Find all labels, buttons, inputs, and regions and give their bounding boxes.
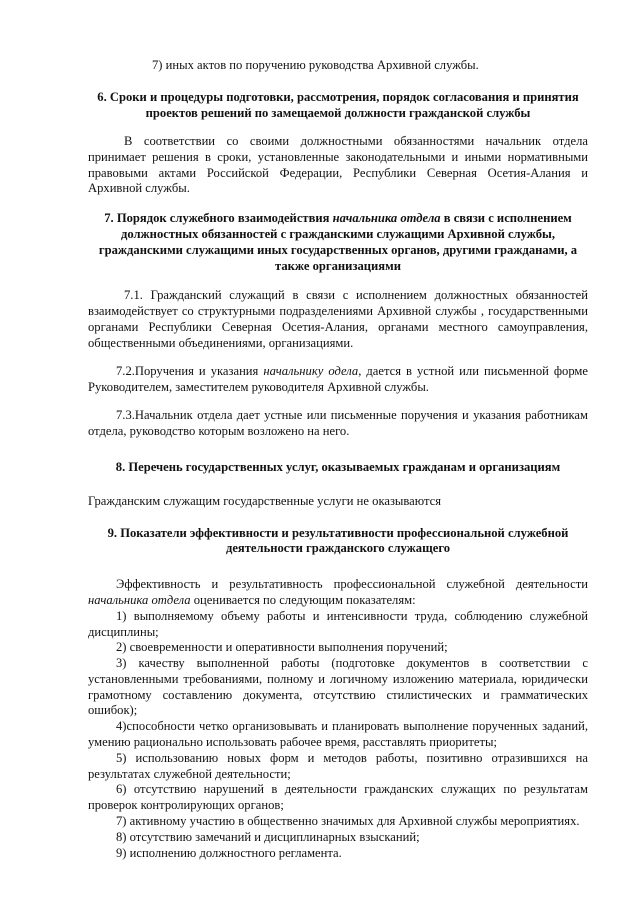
list-item: 9) исполнению должностного регламента.	[116, 845, 342, 860]
paragraph-italic-text: начальника отдела	[88, 592, 191, 607]
paragraph-italic-text: начальнику одела	[263, 364, 359, 379]
list-item: 6) отсутствию нарушений в деятельности гражданских служащих по результатам проверок контролирующих органов;	[88, 782, 588, 813]
paragraph-text: , дается в устной или письменной форме Руководителем, заместителем руководителя Архивной службы.	[88, 364, 588, 394]
paragraph-text: 7.2.Поручения и указания	[116, 364, 264, 379]
paragraph-text: оценивается по следующим показателям:	[190, 592, 416, 607]
paragraph-7-1: 7.1. Гражданский служащий в связи с исполнением должностных обязанностей взаимодействует со структурными подразделениями Архивной службы , государственными органами Республики Северная Осетия-Алания, органами местного самоуправления, общественными объединениями, организациями.	[88, 288, 588, 350]
list-item: 7) активному участию в общественно значимых для Архивной службы мероприятиях.	[116, 814, 580, 829]
heading-text: в связи с исполнением должностных обязанностей с гражданскими служащими Архивной службы, гражданскими служащими иных государственных органов, другими гражданами, а также организациями	[98, 211, 578, 273]
section-6-body: В соответствии со своими должностными обязанностями начальник отдела принимает решения в сроки, установленные законодательными и иными нормативными правовыми актами Российской Федерации, Республики Северная Осетия-Алания и Архивной службы.	[88, 133, 588, 196]
section-9-intro	[88, 577, 588, 609]
list-item: 5) использованию новых форм и методов работы, позитивно отразившихся на результатах служебной деятельности;	[88, 750, 588, 781]
paragraph-7-2	[88, 364, 588, 396]
document-page	[88, 58, 588, 861]
list-item: 2) своевременности и оперативности выполнения поручений;	[116, 640, 448, 655]
list-item: 3) качеству выполненной работы (подготовке документов в соответствии с установленными требованиями, полному и логичному изложению материала, юридически грамотному составлению документа, отсутствию стилистических и грамматических ошибок);	[88, 656, 588, 718]
list-item: 4)способности четко организовывать и планировать выполнение порученных заданий, умению рационально использовать рабочее время, расставлять приоритеты;	[88, 719, 588, 750]
section-9-heading: 9. Показатели эффективности и результативности профессиональной служебной деятельности гражданского служащего	[107, 525, 569, 556]
list-item: 8) отсутствию замечаний и дисциплинарных взысканий;	[116, 829, 420, 844]
section-8-body: Гражданским служащим государственные услуги не оказываются	[88, 493, 442, 508]
heading-italic-text: начальника отдела	[332, 211, 441, 226]
paragraph-text: Эффективность и результативность профессиональной служебной деятельности	[116, 577, 588, 592]
list-item: 1) выполняемому объему работы и интенсивности труда, соблюдению служебной дисциплины;	[88, 608, 588, 639]
paragraph-7-3: 7.3.Начальник отдела дает устные или письменные поручения и указания работникам отдела, руководство которым возложено на него.	[88, 408, 588, 439]
section-6-heading: 6. Сроки и процедуры подготовки, рассмотрения, порядок согласования и принятия проектов решений по замещаемой должности гражданской службы	[97, 89, 579, 120]
section-8-heading: 8. Перечень государственных услуг, оказываемых гражданам и организациям	[115, 459, 561, 474]
heading-text: 7. Порядок служебного взаимодействия	[104, 211, 333, 226]
list-item: 7) иных актов по поручению руководства Архивной службы.	[152, 58, 479, 72]
section-7-heading	[88, 211, 588, 274]
